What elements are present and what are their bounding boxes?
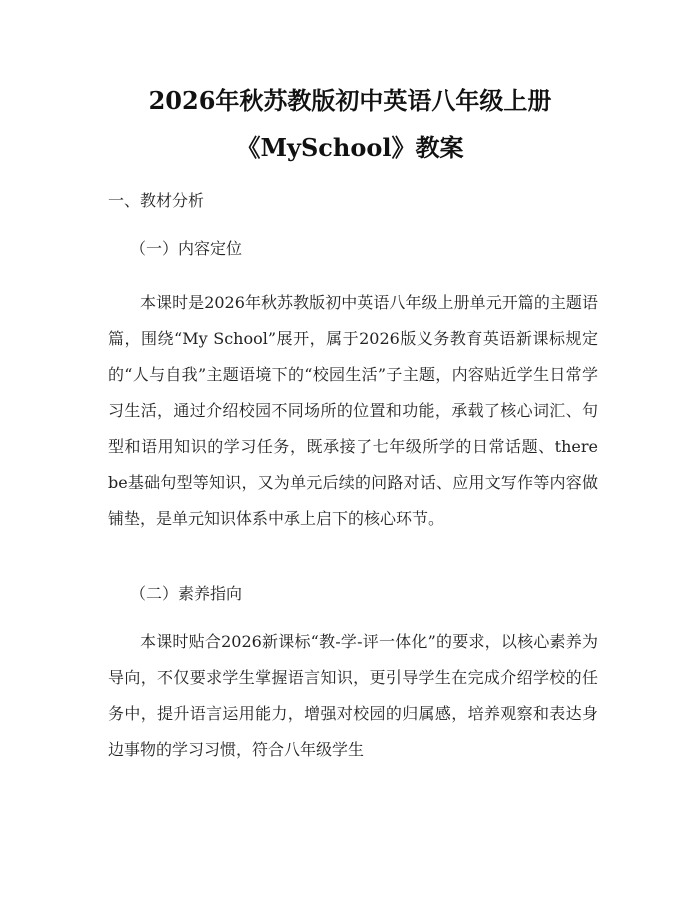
paragraph-content-positioning: 本课时是2026年秋苏教版初中英语八年级上册单元开篇的主题语篇，围绕“My School”展开，属于2026版义务教育英语新课标规定的“人与自我”主题语境下的“校园生活”子主题，内容贴近学生日常学习生活，通过介绍校园不同场所的位置和功能，承载了核心词汇、句型和语用知识的学习任务，既承接了七年级所学的日常话题、there be基础句型等知识，又为单元后续的问路对话、应用文写作等内容做铺垫，是单元知识体系中承上启下的核心环节。 — [108, 293, 598, 528]
paragraph-literacy-orientation: 本课时贴合2026新课标“教-学-评一体化”的要求，以核心素养为导向，不仅要求学生掌握语言知识，更引导学生在完成介绍学校的任务中，提升语言运用能力，增强对校园的归属感，培养观察和表达身边事物的学习习惯，符合八年级学生 — [108, 632, 598, 759]
document-title-line2: 《MySchool》教案 — [236, 133, 464, 162]
section-heading-textbook-analysis: 一、教材分析 — [108, 191, 205, 210]
document-title-line1: 2026年秋苏教版初中英语八年级上册 — [148, 86, 552, 115]
subsection-heading-literacy-orientation: （二）素养指向 — [130, 584, 243, 603]
subsection-heading-content-positioning: （一）内容定位 — [130, 239, 243, 258]
